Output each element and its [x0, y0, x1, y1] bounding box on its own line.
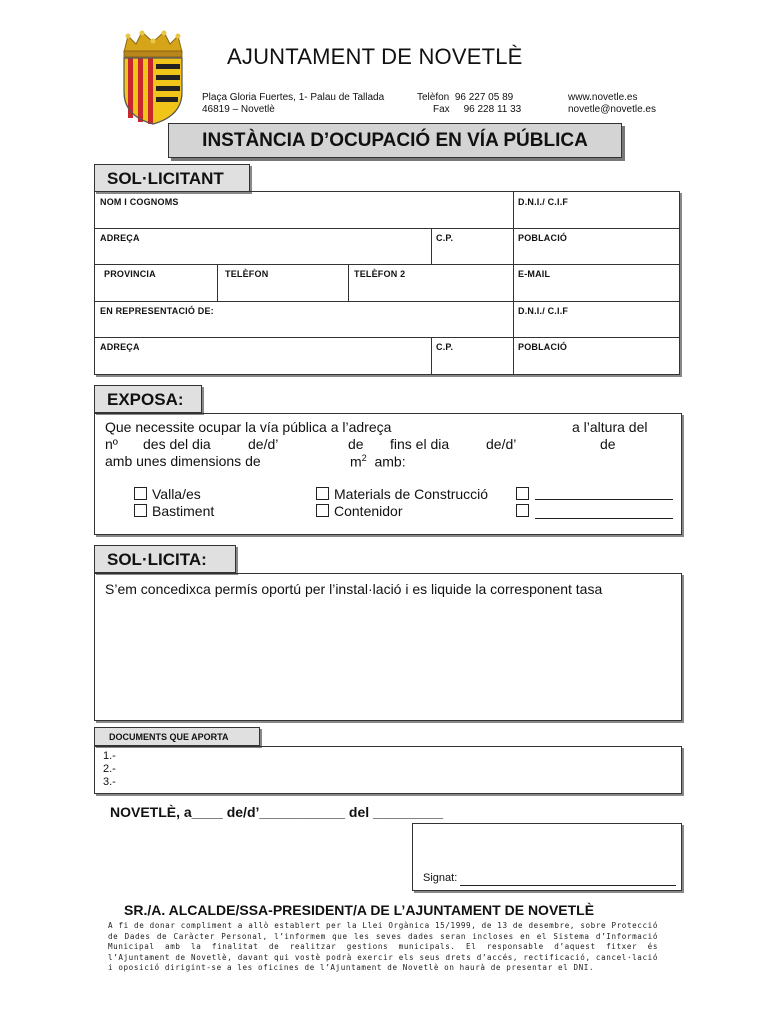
documents-list [103, 750, 116, 789]
applicant-grid [94, 191, 680, 375]
checkbox-bastiment[interactable] [134, 504, 147, 517]
email-address: novetle@novetle.es [568, 104, 656, 115]
document-item[interactable]: 2.- [103, 763, 116, 775]
coat-of-arms-icon [118, 30, 188, 126]
address-line-1: Plaça Gloria Fuertes, 1- Palau de Tallada [202, 92, 385, 103]
document-item[interactable]: 1.- [103, 750, 116, 762]
option-other-1[interactable] [516, 486, 534, 502]
exposa-from-day: des del dia [143, 436, 211, 452]
address-block [202, 92, 384, 116]
exposa-line1: Que necessite ocupar la vía pública a l’adreça [105, 419, 392, 435]
rep-address-field[interactable]: ADREÇA [100, 342, 140, 352]
exposa-num: nº [105, 436, 118, 452]
option-contenidor[interactable]: Contenidor [316, 503, 403, 519]
rep-town-field[interactable]: POBLACIÓ [518, 342, 568, 352]
fax-label: Fax [433, 104, 450, 115]
section-sollicita: SOL·LICITA: [94, 545, 236, 573]
addressee: SR./A. ALCALDE/SSA-PRESIDENT/A DE L’AJUNTAMENT DE NOVETLÈ [124, 902, 595, 918]
section-exposa: EXPOSA: [94, 385, 202, 413]
date-line[interactable]: NOVETLÈ, a____ de/d’___________ del _________ [110, 804, 444, 820]
phone-number: 96 227 05 89 [454, 92, 514, 103]
postal-code-field[interactable]: C.P. [436, 233, 454, 243]
option-other-2[interactable] [516, 503, 534, 519]
option-materials[interactable]: Materials de Construcció [316, 486, 488, 502]
name-field[interactable]: NOM I COGNOMS [100, 197, 179, 207]
form-title: INSTÀNCIA D’OCUPACIÓ EN VÍA PÚBLICA [168, 123, 622, 158]
legal-notice: A fi de donar compliment a allò establert per la Llei Orgànica 15/1999, de 13 de desembre, sobre Protecció de Dades de Caràcter Personal, l’informem que les seves dades seran incloses en el Sistema d’Informació Municipal amb la finalitat de realitzar gestions municipals. El responsable d’aquest fitxer és l’Ajuntament de Novetlè, davant qui vostè podrà exercir els seus drets d’accés, rectificació, cancel·lació i oposició dirigint-se a les oficines de l’Ajuntament de Novetlè on haurà de presentar el DNI. [108, 921, 658, 972]
province-field[interactable]: PROVINCIA [104, 269, 156, 279]
exposa-dimensions: amb unes dimensions de [105, 453, 261, 469]
checkbox-valla[interactable] [134, 487, 147, 500]
fax-number: 96 228 11 33 [463, 104, 522, 115]
other-1-line[interactable] [535, 499, 673, 500]
web-block [568, 92, 656, 116]
exposa-until-month: de/d’ [486, 436, 517, 452]
sollicita-text: S’em concedixca permís oportú per l’instal·lació i es liquide la corresponent tasa [105, 581, 603, 597]
document-item[interactable]: 3.- [103, 776, 116, 788]
contact-block [417, 92, 521, 116]
exposa-until-day: fins el dia [390, 436, 450, 452]
signature-line[interactable] [460, 885, 676, 886]
exposa-from-month: de/d’ [248, 436, 279, 452]
documents-box[interactable] [94, 746, 682, 794]
representation-field[interactable]: EN REPRESENTACIÓ DE: [100, 306, 214, 316]
exposa-m2: $m^2$ amb: [350, 453, 406, 470]
phone2-field[interactable]: TELÈFON 2 [354, 269, 406, 279]
checkbox-other-1[interactable] [516, 487, 529, 500]
address-field[interactable]: ADREÇA [100, 233, 140, 243]
option-valla[interactable]: Valla/es [134, 486, 201, 502]
website: www.novetle.es [568, 92, 638, 103]
exposa-line1-end: a l’altura del [572, 419, 648, 435]
dni-field[interactable]: D.N.I./ C.I.F [518, 197, 569, 207]
rep-postal-code-field[interactable]: C.P. [436, 342, 454, 352]
exposa-until-year: de [600, 436, 616, 452]
other-2-line[interactable] [535, 518, 673, 519]
town-field[interactable]: POBLACIÓ [518, 233, 568, 243]
address-line-2: 46819 – Novetlè [202, 104, 275, 115]
email-field[interactable]: E-MAIL [518, 269, 551, 279]
section-documents: DOCUMENTS QUE APORTA [94, 727, 260, 746]
exposa-from-year: de [348, 436, 364, 452]
phone-field[interactable]: TELÈFON [225, 269, 269, 279]
signature-label: Signat: [423, 872, 458, 884]
phone-label: Telèfon [417, 92, 450, 103]
checkbox-materials[interactable] [316, 487, 329, 500]
rep-dni-field[interactable]: D.N.I./ C.I.F [518, 306, 569, 316]
checkbox-contenidor[interactable] [316, 504, 329, 517]
section-sollicitant: SOL·LICITANT [94, 164, 250, 192]
option-bastiment[interactable]: Bastiment [134, 503, 214, 519]
page-title: AJUNTAMENT DE NOVETLÈ [227, 44, 523, 69]
checkbox-other-2[interactable] [516, 504, 529, 517]
